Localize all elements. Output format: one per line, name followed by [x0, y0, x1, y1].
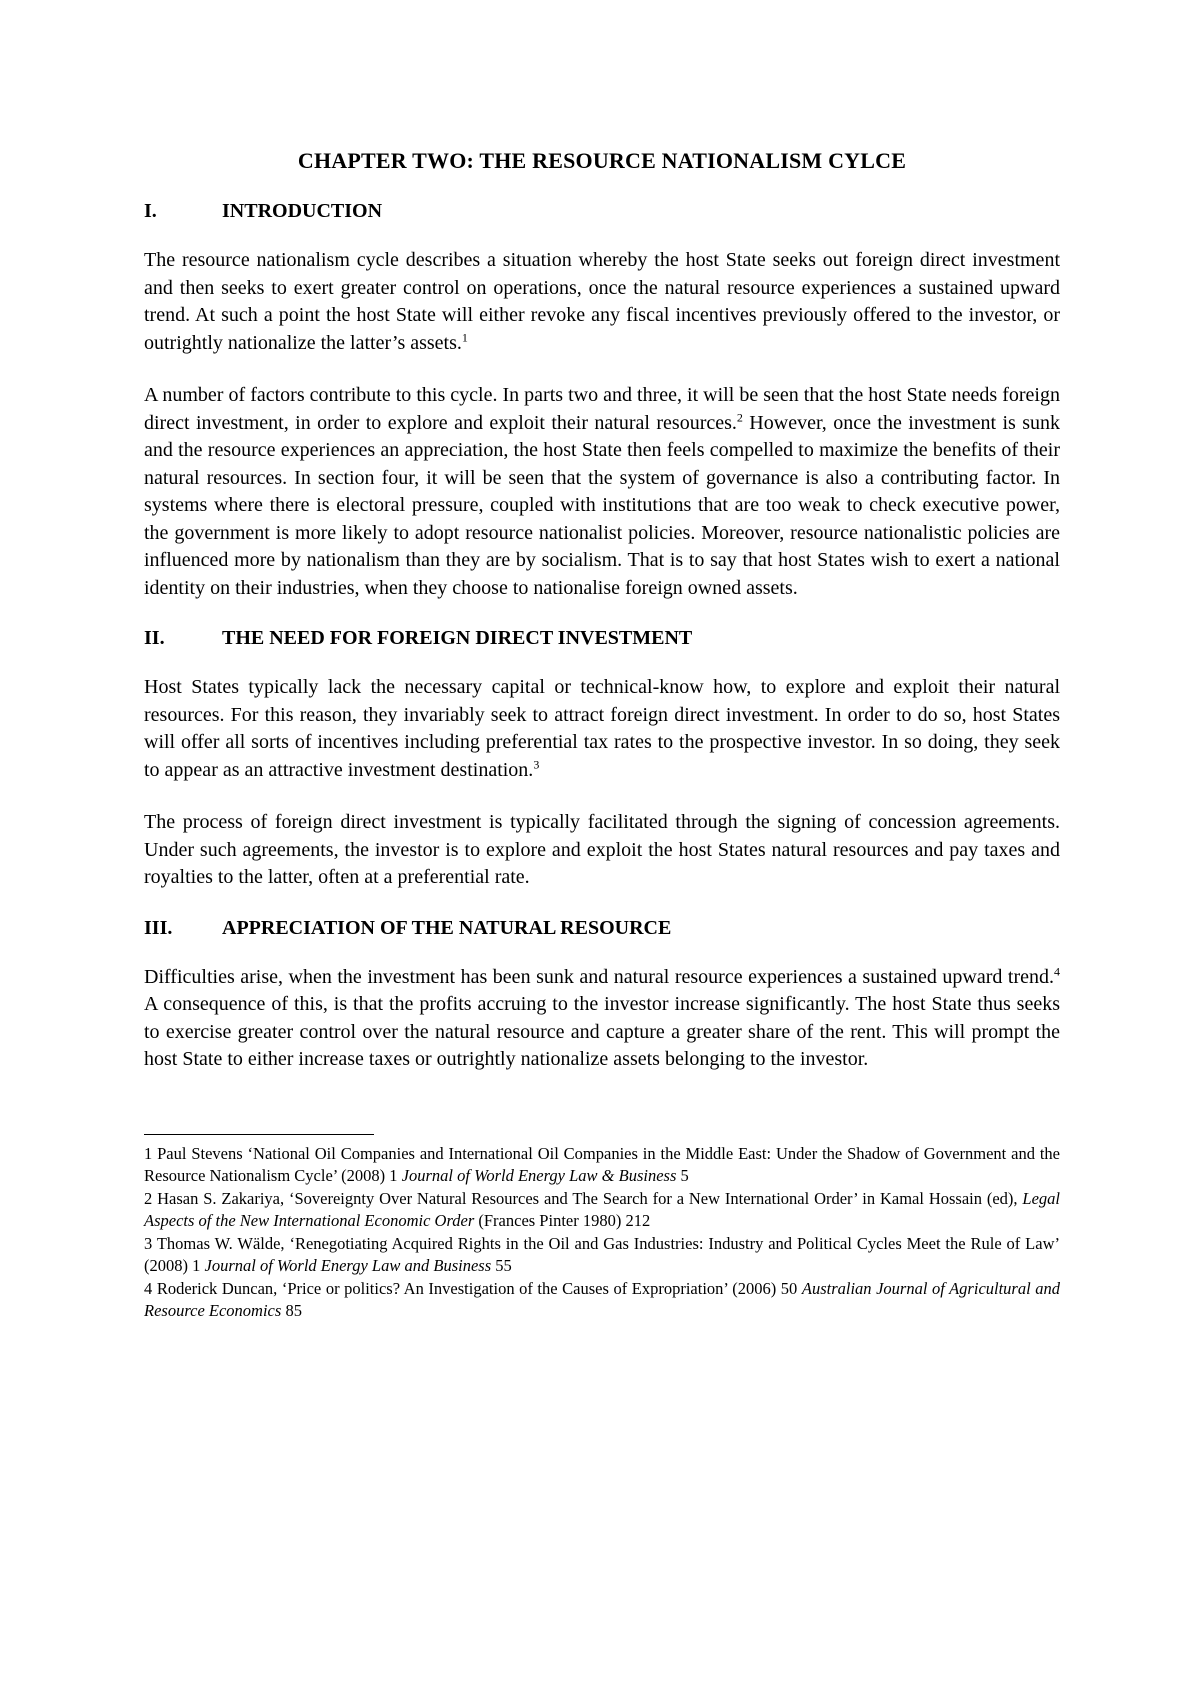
footnote: [144, 1143, 1060, 1188]
paragraph-text: The process of foreign direct investment is typically facilitated through the signing of concession agreements. Under such agreements, the investor is to explore and exploit the host States natural resources and pay taxes and royalties to the latter, often at a preferential rate.: [144, 811, 1060, 888]
section-title: INTRODUCTION: [222, 200, 383, 222]
footnote-ref[interactable]: 4: [1054, 963, 1060, 978]
section-title: APPRECIATION OF THE NATURAL RESOURCE: [222, 916, 672, 939]
page-content: [144, 148, 1060, 1323]
footnote: [144, 1188, 1060, 1233]
paragraph-text: Host States typically lack the necessary capital or technical-know how, to explore and exploit their natural resources. For this reason, they invariably seek to attract foreign direct investment. In order to do so, host States will offer all sorts of incentives including preferential tax rates to the prospective investor. In so doing, they seek to appear as an attractive investment destination.: [144, 676, 1060, 781]
footnote-text: 55: [491, 1256, 512, 1275]
footnote-separator: [144, 1134, 374, 1135]
footnote: [144, 1233, 1060, 1278]
footnote-journal: Australian Journal of Agricultural and Resource Economics: [144, 1278, 1060, 1320]
footnote-text: 2 Hasan S. Zakariya, ‘Sovereignty Over Natural Resources and The Search for a New International Order’ in Kamal Hossain (ed),: [144, 1188, 1023, 1208]
section-number: II.: [144, 627, 165, 649]
footnote-journal: Legal Aspects of the New International Economic Order: [144, 1188, 1060, 1230]
footnote-ref[interactable]: 3: [533, 756, 540, 771]
paragraph: [144, 809, 1060, 892]
footnote-text: 3 Thomas W. Wälde, ‘Renegotiating Acquired Rights in the Oil and Gas Industries: Industry and Political Cycles Meet the Rule of Law’ (2008) 1: [144, 1233, 1060, 1275]
footnote-text: 5: [676, 1166, 689, 1185]
paragraph: [144, 674, 1060, 784]
footnote-ref[interactable]: 2: [736, 409, 743, 424]
paragraph: [144, 964, 1060, 1074]
footnote: [144, 1278, 1060, 1323]
section-title: THE NEED FOR FOREIGN DIRECT INVESTMENT: [222, 627, 693, 649]
footnote-journal: Journal of World Energy Law and Business: [204, 1256, 492, 1275]
paragraph-text: The resource nationalism cycle describes a situation whereby the host State seeks out foreign direct investment and then seeks to exert greater control on operations, once the natural resource experiences a sustained upward trend. At such a point the host State will either revoke any fiscal incentives previously offered to the investor, or outrightly nationalize the latter’s assets.: [144, 249, 1060, 354]
section-number: I.: [144, 200, 157, 222]
paragraph: [144, 247, 1060, 357]
footnote-ref[interactable]: 1: [461, 329, 468, 344]
section-heading-2: [144, 627, 1060, 650]
chapter-title: CHAPTER TWO: THE RESOURCE NATIONALISM CYLCE: [297, 148, 907, 173]
footnote-journal: Journal of World Energy Law & Business: [401, 1166, 677, 1185]
footnotes: [144, 1143, 1060, 1323]
paragraph-text: Difficulties arise, when the investment has been sunk and natural resource experiences a sustained upward trend.: [144, 965, 1054, 988]
section-heading-1: [144, 200, 1060, 223]
paragraph-text: A consequence of this, is that the profits accruing to the investor increase significantly. The host State thus seeks to exercise greater control over the natural resource and capture a greater share of the rent. This will prompt the host State to either increase taxes or outrightly nationalize assets belonging to the investor.: [144, 993, 1060, 1070]
footnote-text: 4 Roderick Duncan, ‘Price or politics? An Investigation of the Causes of Expropriation’ (2006) 50: [144, 1278, 802, 1298]
section-heading-3: [144, 917, 1060, 940]
paragraph: [144, 382, 1060, 602]
footnote-text: 1 Paul Stevens ‘National Oil Companies and International Oil Companies in the Middle East: Under the Shadow of Government and the Resource Nationalism Cycle’ (2008) 1: [144, 1143, 1060, 1185]
footnote-text: 85: [281, 1301, 302, 1320]
paragraph-text: A number of factors contribute to this cycle. In parts two and three, it will be seen that the host State needs foreign direct investment, in order to explore and exploit their natural resources.: [144, 384, 1060, 434]
footnote-text: (Frances Pinter 1980) 212: [474, 1211, 651, 1230]
paragraph-text: However, once the investment is sunk and the resource experiences an appreciation, the host State then feels compelled to maximize the benefits of their natural resources. In section four, it will be seen that the system of governance is also a contributing factor. In systems where there is electoral pressure, coupled with institutions that are too weak to check executive power, the government is more likely to adopt resource nationalist policies. Moreover, resource nationalistic policies are influenced more by nationalism than they are by socialism. That is to say that host States wish to exert a national identity on their industries, when they choose to nationalise foreign owned assets.: [144, 411, 1060, 599]
section-number: III.: [144, 916, 173, 939]
